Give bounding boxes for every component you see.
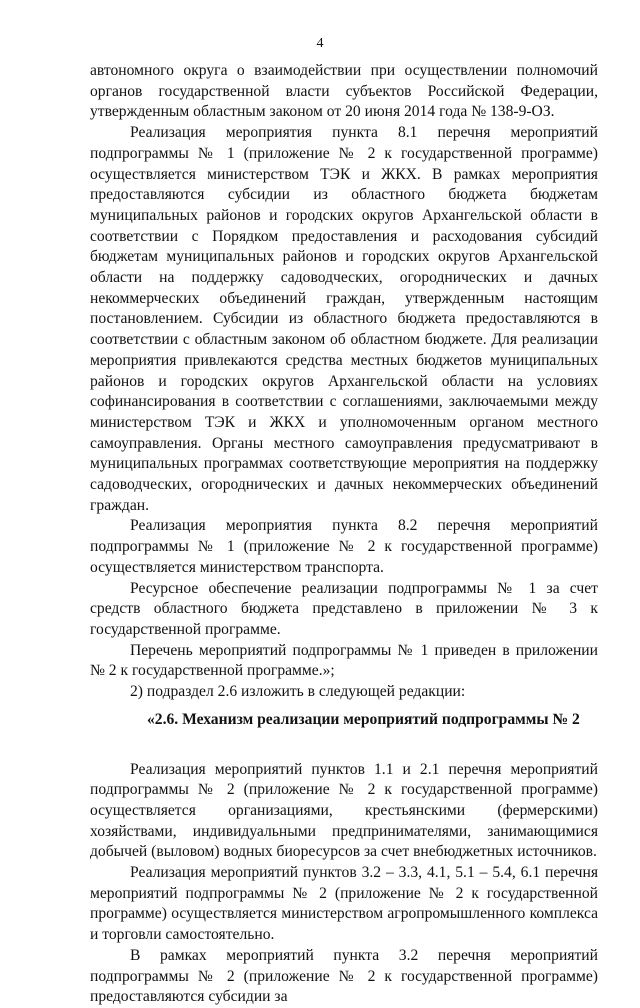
paragraph-amendment-item-2: 2) подраздел 2.6 изложить в следующей редакции:	[130, 683, 466, 701]
paragraph-measures-list: Перечень мероприятий подпрограммы № 1 приведен в приложении № 2 к государственной программе.»;	[90, 641, 598, 680]
page-number: 4	[316, 36, 324, 51]
paragraph-measures-3-2-6-1: Реализация мероприятий пунктов 3.2 – 3.3, 4.1, 5.1 – 5.4, 6.1 перечня мероприятий подпрограммы № 2 (приложение № 2 к государственной программе) осуществляется министерством агропромышленного комплекса и торговли самостоятельно.	[90, 864, 598, 944]
paragraph-continuation: автономного округа о взаимодействии при осуществлении полномочий органов государственной власти субъектов Российской Федерации, утвержденным областным законом от 20 июня 2014 года № 138-9-ОЗ.	[90, 62, 598, 121]
document-body	[90, 61, 598, 1008]
paragraph-measure-3-2-subsidies: В рамках мероприятий пункта 3.2 перечня мероприятий подпрограммы № 2 (приложение № 2 к государственной программе) предоставляются субсидии за	[90, 946, 598, 1006]
paragraph-measures-1-1-2-1: Реализация мероприятий пунктов 1.1 и 2.1 перечня мероприятий подпрограммы № 2 (приложение № 2 к государственной программе) осуществляется организациями, крестьянскими (фермерскими) хозяйствами, индивидуальными предпринимателями, занимающимися добычей (выловом) водных биоресурсов за счет внебюджетных источников.	[90, 760, 598, 861]
paragraph-measure-8-2: Реализация мероприятия пункта 8.2 перечня мероприятий подпрограммы № 1 (приложение № 2 к государственной программе) осуществляется министерством транспорта.	[90, 517, 598, 576]
paragraph-measure-8-1: Реализация мероприятия пункта 8.1 перечня мероприятий подпрограммы № 1 (приложение № 2 к государственной программе) осуществляется министерством ТЭК и ЖКХ. В рамках мероприятия предоставляются субсидии из областного бюджета бюджетам муниципальных районов и городских округов Архангельской области в соответствии с Порядком предоставления и расходования субсидий бюджетам муниципальных районов и городских округов Архангельской области на поддержку садоводческих, огороднических и дачных некоммерческих объединений граждан, утвержденным настоящим постановлением. Субсидии из областного бюджета предоставляются в соответствии с областным законом об областном бюджете. Для реализации мероприятия привлекаются средства местных бюджетов муниципальных районов и городских округов Архангельской области на условиях софинансирования в соответствии с соглашениями, заключаемыми между министерством ТЭК и ЖКХ и уполномоченным органом местного самоуправления. Органы местного самоуправления предусматривают в муниципальных программах соответствующие мероприятия на поддержку садоводческих, огороднических и дачных некоммерческих объединений граждан.	[90, 124, 598, 514]
paragraph-resource-provision: Ресурсное обеспечение реализации подпрограммы № 1 за счет средств областного бюджета представлено в приложении № 3 к государственной программе.	[90, 579, 598, 638]
section-heading: «2.6. Механизм реализации мероприятий подпрограммы № 2	[147, 710, 580, 728]
